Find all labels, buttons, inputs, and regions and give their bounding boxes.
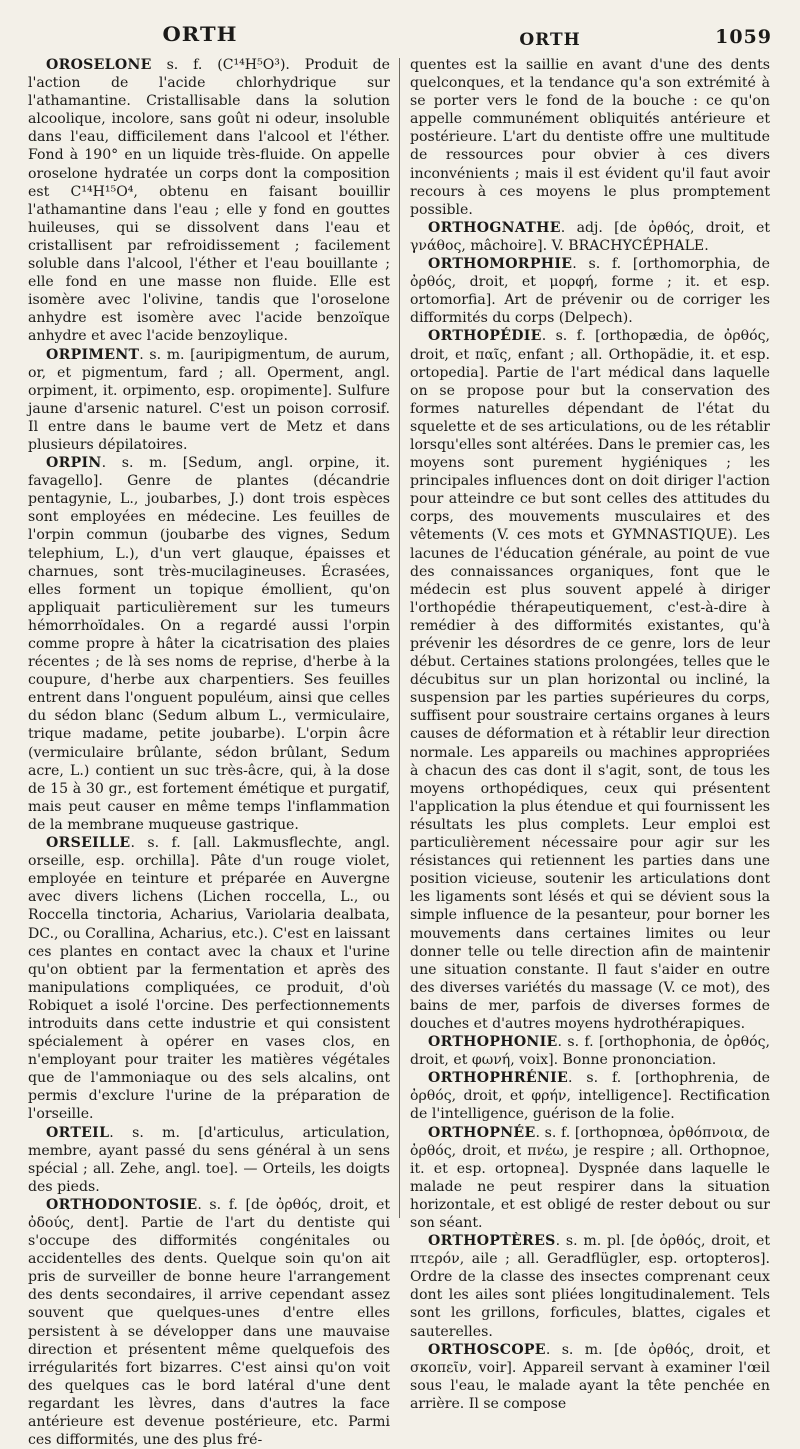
column-rule (399, 58, 400, 1218)
entry-orseille (28, 834, 390, 1124)
headword: ORSEILLE (46, 835, 131, 852)
entry-orthopteres (410, 1232, 770, 1341)
entry-text: . s. f. [all. Lakmusflechte, angl. orseille, esp. orchilla]. Pâte d'un rouge violet, employée en teinture et préparée en Auvergne avec divers lichens (Lichen roccella, L., ou Roccella tinctoria, Acharius, Variolaria dealbata, DC., ou Corallina, Acharius, etc.). C'est en laissant ces plantes en contact avec la chaux et l'urine qu'on obtient par la fermentation et après des manipulations compliquées, ce produit, d'où Robiquet a isolé l'orcine. Des perfectionnements introduits dans cette industrie et qui consistent spécialement à opérer en vases clos, en n'employant pour traiter les matières végétales que de l'ammoniaque ou des sels alcalins, ont permis d'exclure l'urine de la préparation de l'orseille. (28, 835, 390, 1123)
headword: ORTHOPNÉE (428, 1124, 536, 1141)
entry-orthophrenie (410, 1069, 770, 1123)
left-column (28, 56, 390, 1449)
right-column (410, 56, 770, 1412)
entry-continuation (410, 56, 770, 219)
headword: ORTHOPHONIE (428, 1034, 558, 1051)
entry-orthopedie (410, 327, 770, 1033)
headword: ORPIN (46, 455, 102, 472)
headword: OROSELONE (46, 57, 152, 73)
entry-text: . s. m. [d'articulus, articulation, membre, ayant passé du sens général à un sens spécial ; all. Zehe, angl. toe]. — Orteils, les doigts des pieds. (28, 1124, 390, 1195)
headword: ORTHOPTÈRES (428, 1233, 556, 1250)
entry-text: quentes est la saillie en avant d'une des dents quelconques, et la tendance qu'a son extrémité à se porter vers le fond de la bouche : ce qu'on appelle communément obliquités antérieure et postérieure. L'art du dentiste offre une multitude de ressources pour obvier à ces divers inconvénients ; mais il est évident qu'il faut avoir recours à ces moyens le plus promptement possible. (410, 57, 770, 218)
running-head-left: ORTH (162, 22, 238, 46)
entry-text: . s. m. [Sedum, angl. orpine, it. favagello]. Genre de plantes (décandrie pentagynie, L., joubarbes, J.) dont trois espèces sont employées en médecine. Les feuilles de l'orpin commun (joubarbe des vignes, Sedum telephium, L.), d'un vert glauque, épaisses et charnues, sont très-mucilagineuses. Écrasées, elles forment un topique émollient, qu'on appliquait particulièrement sur les tumeurs hémorrhoïdales. On a regardé aussi l'orpin comme propre à hâter la cicatrisation des plaies récentes ; de là ses noms de reprise, d'herbe à la coupure, d'herbe aux charpentiers. Ses feuilles entrent dans l'onguent populéum, ainsi que celles du sédon blanc (Sedum album L., vermiculaire, trique madame, petite joubarbe). L'orpin âcre (vermiculaire brûlante, sédon brûlant, Sedum acre, L.) contient un suc très-âcre, qui, à la dose de 15 à 30 gr., est fortement émétique et purgatif, mais peut causer en même temps l'inflammation de la membrane muqueuse gastrique. (28, 455, 390, 833)
entry-text: . s. m. [auripigmentum, de aurum, or, et pigmentum, fard ; all. Operment, angl. orpiment, it. orpimento, esp. oropimente]. Sulfure jaune d'arsenic naturel. C'est un poison corrosif. Il entre dans le baume vert de Metz et dans plusieurs dépilatoires. (28, 346, 390, 453)
entry-text: . s. f. [de ὀρθός, droit, et ὀδούς, dent]. Partie de l'art du dentiste qui s'occupe des difformités congénitales ou accidentelles des dents. Quelque soin qu'on ait pris de surveiller de bonne heure l'arrangement des dents secondaires, il arrive cependant assez souvent que quelques-unes d'entre elles persistent à se développer dans une mauvaise direction et présentent même quelquefois des irrégularités fort bizarres. C'est ainsi qu'on voit des quelques cas le bord latéral d'une dent regardant les lèvres, dans d'autres la face antérieure est devenue postérieure, etc. Parmi ces difformités, une des plus fré- (28, 1196, 390, 1449)
headword: ORTHOSCOPE (428, 1341, 546, 1358)
entry-orthopnee (410, 1124, 770, 1233)
entry-orthophonie (410, 1033, 770, 1069)
headword: ORTHOGNATHE (428, 219, 561, 236)
entry-text: . adj. [de ὀρθός, droit, et γνάθος, mâchoire]. V. BRACHYCÉPHALE. (410, 219, 770, 254)
entry-oroselone (28, 56, 390, 346)
headword: ORTHOMORPHIE (428, 256, 573, 273)
running-head-right: ORTH (519, 30, 581, 50)
entry-text: . s. f. [orthopnœa, ὀρθόπνοια, de ὀρθός, droit, et πνέω, je respire ; all. Orthopnoe, it. et esp. ortopnea]. Dyspnée dans laquelle le malade ne peut respirer dans la situation horizontale, et est obligé de rester debout ou sur son séant. (410, 1124, 770, 1231)
entry-text: . s. f. [orthomorphia, de ὀρθός, droit, et μορφή, forme ; it. et esp. ortomorfia]. Art de prévenir ou de corriger les difformités du corps (Delpech). (410, 256, 770, 327)
entry-orthodontosie (28, 1196, 390, 1449)
entry-text: . s. f. [orthophonia, de ὀρθός, droit, et φωνή, voix]. Bonne prononciation. (410, 1034, 770, 1069)
entry-orpiment (28, 346, 390, 455)
headword: ORTHODONTOSIE (46, 1196, 198, 1213)
entry-text: . s. m. [de ὀρθός, droit, et σκοπεῖν, voir]. Appareil servant à examiner l'œil sous l'eau, le malade ayant la tête penchée en arrière. Il se compose (410, 1341, 770, 1412)
page-number: 1059 (715, 26, 772, 48)
entry-orpin (28, 454, 390, 834)
headword: ORPIMENT (46, 346, 140, 363)
entry-text: . s. m. pl. [de ὀρθός, droit, et πτερόν, aile ; all. Geradflügler, esp. ortopteros]. Ordre de la classe des insectes comprenant ceux dont les ailes sont pliées longitudinalement. Tels sont les grillons, forficules, blattes, cigales et sauterelles. (410, 1233, 770, 1340)
headword: ORTHOPHRÉNIE (428, 1070, 569, 1087)
entry-orthognathe (410, 219, 770, 255)
entry-text: . s. f. [orthopædia, de ὀρθός, droit, et παῖς, enfant ; all. Orthopädie, it. et esp. ortopedia]. Partie de l'art médical dans laquelle on se propose pour but la conservation des formes naturelles dépendant de l'état du squelette et de ses articulations, ou de les rétablir lorsqu'elles sont altérées. Dans le premier cas, les moyens sont purement hygiéniques ; les principales influences dont on doit diriger l'action pour atteindre ce but sont celles des attitudes du corps, des mouvements musculaires et des vêtements (V. ces mots et GYMNASTIQUE). Les lacunes de l'éducation générale, au point de vue des connaissances organiques, font que le médecin est plus souvent appelé à diriger l'orthopédie thérapeutiquement, c'est-à-dire à remédier à des difformités existantes, qu'à prévenir les désordres de ce genre, lors de leur début. Certaines stations prolongées, telles que le décubitus sur un plan horizontal ou incliné, la suspension par les parties supérieures du corps, suffisent pour soustraire certains organes à leurs causes de déformation et à rétablir leur direction normale. Les appareils ou machines appropriées à chacun des cas dont il s'agit, sont, de tous les moyens orthopédiques, ceux qui présentent l'application la plus étendue et qui fournissent les résultats les plus complets. Leur emploi est particulièrement nécessaire pour agir sur les résistances qui retiennent les parties dans une position vicieuse, soutenir les articulations dont les ligaments sont lésés et qui se dévient sous la simple influence de la pesanteur, pour borner les mouvements dans certaines limites ou leur donner telle ou telle direction afin de maintenir une situation constante. Il faut s'aider en outre des diverses variétés du massage (V. ce mot), des bains de mer, parfois de diverses formes de douches et d'autres moyens hydrothérapiques. (410, 328, 770, 1032)
headword: ORTEIL (46, 1124, 110, 1141)
entry-orteil (28, 1124, 390, 1196)
entry-text: . s. f. [orthophrenia, de ὀρθός, droit, et φρήν, intelligence]. Rectification de l'intelligence, guérison de la folie. (410, 1070, 770, 1123)
entry-orthoscope (410, 1341, 770, 1413)
running-head (0, 0, 800, 56)
entry-orthomorphie (410, 255, 770, 327)
headword: ORTHOPÉDIE (428, 328, 542, 345)
entry-text: s. f. (C¹⁴H⁵O³). Produit de l'action de l'acide chlorhydrique sur l'athamantine. Cristallisable dans la solution alcoolique, incolore, sans goût ni odeur, insoluble dans l'eau, difficilement dans l'alcool et l'éther. Fond à 190° en un liquide très-fluide. On appelle oroselone hydratée un corps dont la composition est C¹⁴H¹⁵O⁴, obtenu en faisant bouillir l'athamantine dans l'eau ; elle y fond en gouttes huileuses, qui se dissolvent dans l'eau et cristallisent par refroidissement ; facilement soluble dans l'alcool, l'éther et l'eau bouillante ; elle fond en une masse non fluide. Elle est isomère avec l'olivine, tandis que l'oroselone anhydre est isomère avec l'acide benzoïque anhydre et avec l'acide benzoylique. (28, 57, 390, 345)
